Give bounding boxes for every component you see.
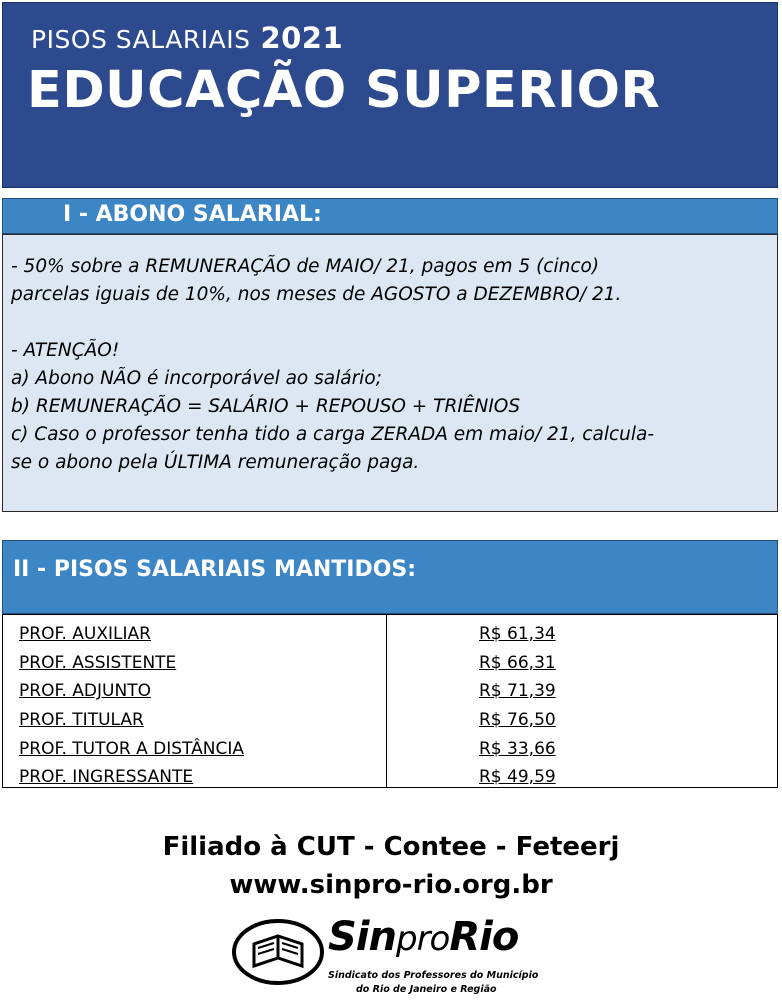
section2-heading: II - PISOS SALARIAIS MANTIDOS:	[13, 557, 417, 582]
section1-line: se o abono pela ÚLTIMA remuneração paga.	[11, 452, 420, 473]
role-cell: PROF. ADJUNTO	[3, 672, 387, 701]
value-cell: R$ 71,39	[479, 681, 556, 702]
section1-line: parcelas iguais de 10%, nos meses de AGOSTO a DEZEMBRO/ 21.	[11, 284, 622, 305]
logo-tagline-1: Sindicato dos Professores do Município	[328, 970, 539, 981]
value-cell: R$ 49,59	[479, 767, 556, 788]
section1-line: - ATENÇÃO!	[11, 340, 120, 361]
logo-part-rio: Rio	[449, 914, 519, 960]
table-row	[3, 730, 777, 759]
section1-line: c) Caso o professor tenha tido a carga ZERADA em maio/ 21, calcula-	[11, 424, 655, 445]
logo-wordmark	[328, 914, 518, 960]
table-row	[3, 644, 777, 673]
salary-table	[2, 614, 778, 788]
section1-line: - 50% sobre a REMUNERAÇÃO de MAIO/ 21, pagos em 5 (cinco)	[11, 256, 600, 277]
section1-line: b) REMUNERAÇÃO = SALÁRIO + REPOUSO + TRIÊNIOS	[11, 396, 521, 417]
role-cell: PROF. ASSISTENTE	[3, 644, 387, 673]
value-cell: R$ 66,31	[479, 652, 556, 673]
role-cell: PROF. TUTOR A DISTÂNCIA	[3, 730, 387, 759]
page-title: EDUCAÇÃO SUPERIOR	[27, 61, 661, 120]
section1-heading: I - ABONO SALARIAL:	[63, 202, 322, 227]
year-text: 2021	[260, 21, 344, 55]
website-link[interactable]: www.sinpro-rio.org.br	[229, 870, 553, 900]
role-cell: PROF. INGRESSANTE	[3, 758, 387, 787]
section1-line: a) Abono NÃO é incorporável ao salário;	[11, 368, 382, 389]
logo-tagline-2: do Rio de Janeiro e Região	[356, 984, 497, 995]
role-cell: PROF. AUXILIAR	[3, 615, 387, 644]
table-row	[3, 615, 777, 644]
logo-part-sin: Sin	[328, 914, 396, 960]
header-subtitle	[31, 21, 343, 55]
table-row	[3, 701, 777, 730]
value-cell: R$ 33,66	[479, 738, 556, 759]
role-cell: PROF. TITULAR	[3, 701, 387, 730]
value-cell: R$ 61,34	[479, 624, 556, 644]
book-emblem-icon	[232, 916, 324, 988]
table-row	[3, 672, 777, 701]
sinpro-rio-logo	[232, 912, 539, 998]
value-cell: R$ 76,50	[479, 710, 556, 730]
affiliation-text: Filiado à CUT - Contee - Feteerj	[162, 832, 620, 862]
table-row	[3, 758, 777, 787]
logo-part-pro: pro	[396, 919, 450, 959]
section1-heading-bar	[2, 198, 778, 234]
section2-heading-bar	[2, 540, 778, 614]
subtitle-text: PISOS SALARIAIS	[31, 25, 251, 54]
section1-body	[2, 234, 778, 512]
header-banner	[2, 2, 778, 188]
